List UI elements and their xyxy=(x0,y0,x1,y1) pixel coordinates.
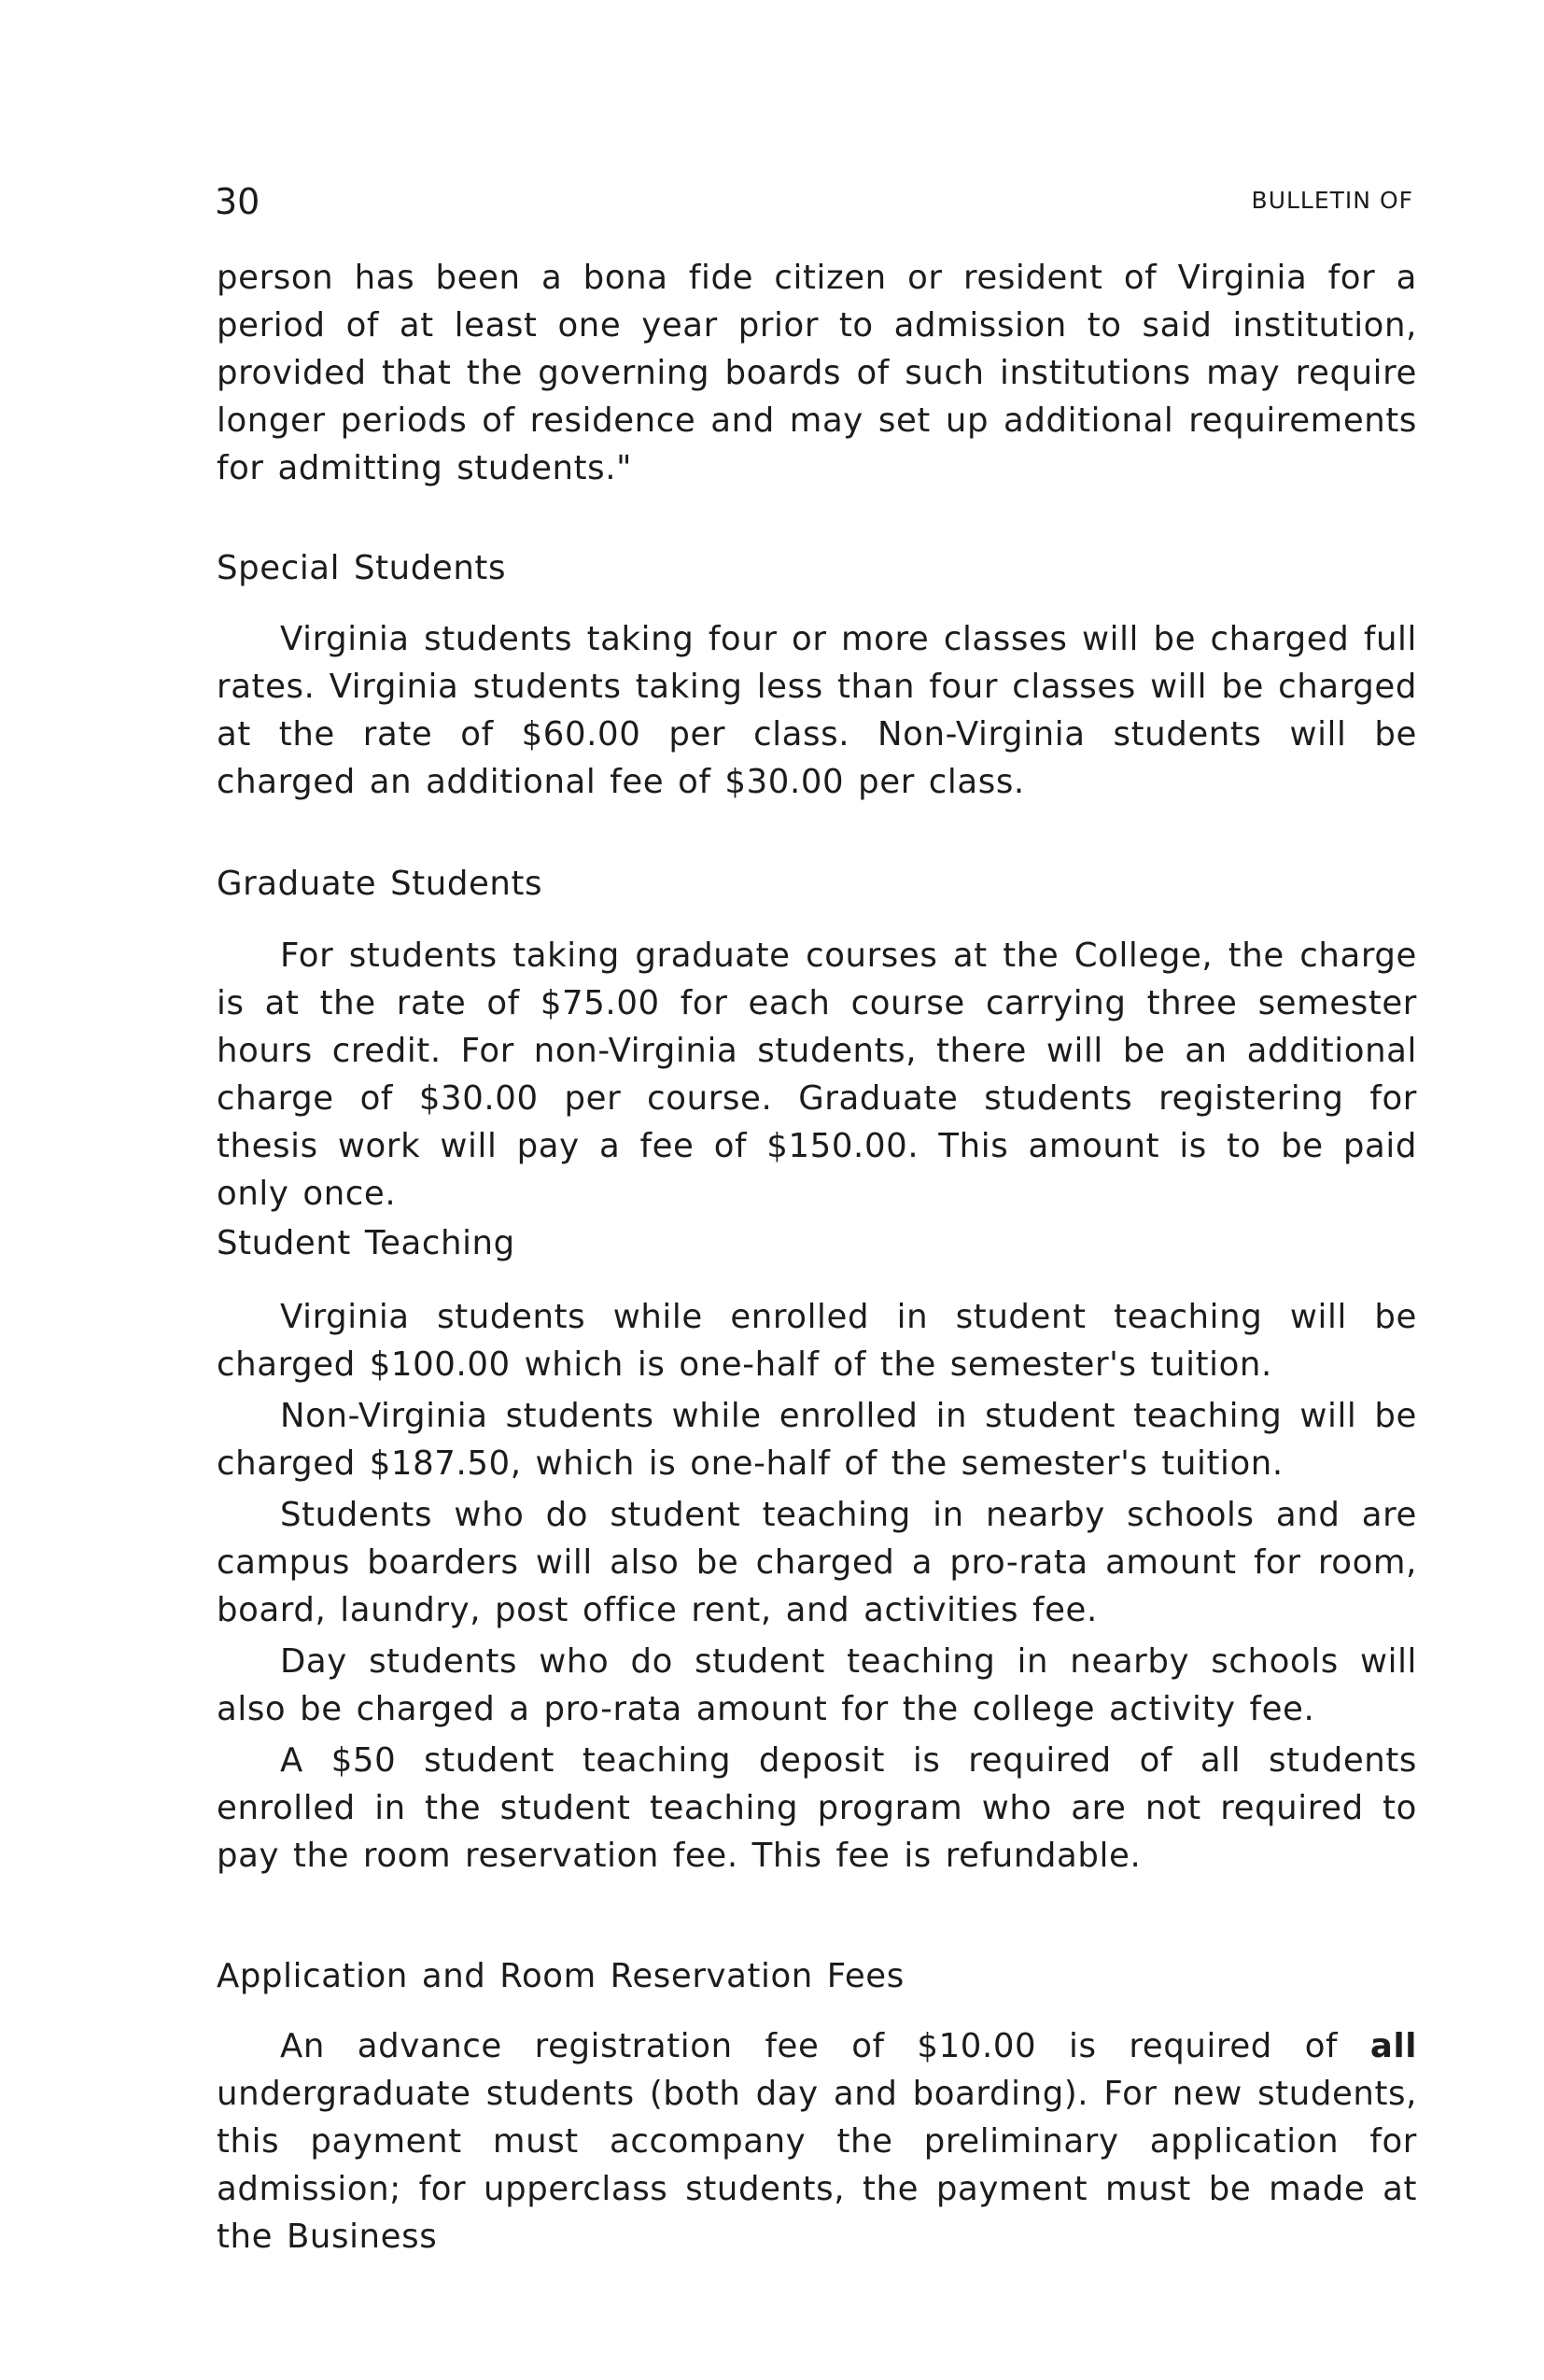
student-teaching-section xyxy=(217,1293,1417,1880)
application-fees-text-start: An advance registration fee of $10.00 is required of xyxy=(280,2027,1370,2065)
application-fees-text-end: undergraduate students (both day and boarding). For new students, this payment must accompany the preliminary application for admission; for upperclass students, the payment must be made at the Business xyxy=(217,2075,1417,2256)
intro-paragraph: person has been a bona fide citizen or resident of Virginia for a period of at least one year prior to admission to said institution, provided that the governing boards of such institutions may require longer periods of residence and may set up additional requirements for admitting students." xyxy=(217,259,1417,487)
intro-paragraph-block xyxy=(217,254,1417,492)
special-students-section xyxy=(217,615,1417,806)
student-teaching-paragraph: Virginia students while enrolled in student teaching will be charged $100.00 which is one-half of the semester's tuition. xyxy=(217,1298,1417,1384)
student-teaching-paragraph: A $50 student teaching deposit is required of all students enrolled in the student teaching program who are not required to pay the room reservation fee. This fee is refundable. xyxy=(217,1741,1417,1875)
student-teaching-heading: Student Teaching xyxy=(217,1224,515,1262)
application-fees-emphasis: all xyxy=(1369,2027,1417,2065)
application-fees-paragraph xyxy=(217,2022,1417,2260)
application-fees-section xyxy=(217,2022,1417,2260)
special-students-heading: Special Students xyxy=(217,549,507,587)
student-teaching-paragraph: Day students who do student teaching in nearby schools will also be charged a pro-rata amount for the college activity fee. xyxy=(217,1642,1417,1728)
application-fees-heading: Application and Room Reservation Fees xyxy=(217,1957,905,1995)
special-students-paragraph: Virginia students taking four or more classes will be charged full rates. Virginia students taking less than four classes will be charged at the rate of $60.00 per class. Non-Virginia students will be charged an additional fee of $30.00 per class. xyxy=(217,620,1417,801)
student-teaching-paragraph: Students who do student teaching in nearby schools and are campus boarders will also be charged a pro-rata amount for room, board, laundry, post office rent, and activities fee. xyxy=(217,1496,1417,1629)
graduate-students-paragraph: For students taking graduate courses at the College, the charge is at the rate of $75.00 for each course carrying three semester hours credit. For non-Virginia students, there will be an additional charge of $30.00 per course. Graduate students registering for thesis work will pay a fee of $150.00. This amount is to be paid only once. xyxy=(217,937,1417,1213)
page-number: 30 xyxy=(215,181,260,222)
student-teaching-paragraph: Non-Virginia students while enrolled in student teaching will be charged $187.50, which is one-half of the semester's tuition. xyxy=(217,1397,1417,1483)
graduate-students-heading: Graduate Students xyxy=(217,865,543,903)
graduate-students-section xyxy=(217,932,1417,1218)
running-head: BULLETIN OF xyxy=(1251,187,1413,214)
